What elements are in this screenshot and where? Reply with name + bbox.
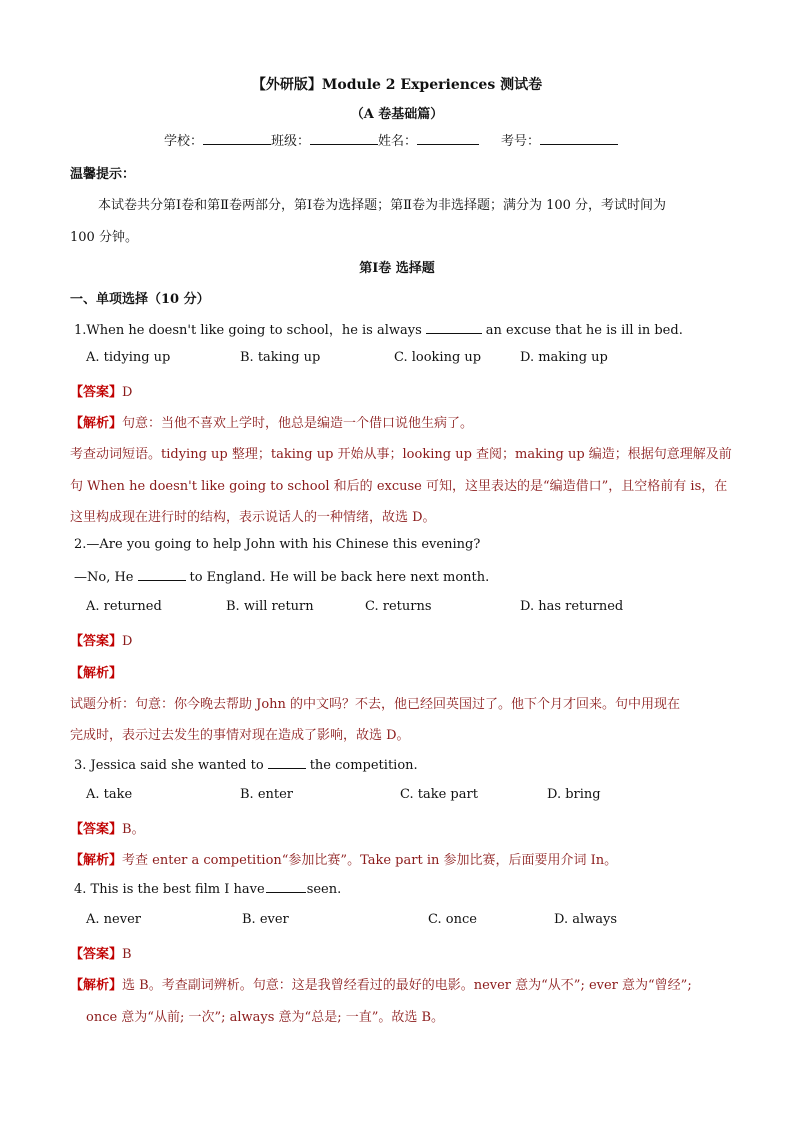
analysis-label: 【解析】 [70,978,123,993]
q4-option-a[interactable]: A. never [86,912,141,927]
q1-option-d[interactable]: D. making up [520,350,608,365]
q1-answer-value: D [122,385,133,400]
q4-blank [266,880,306,893]
q4-stem-end: seen. [306,882,342,897]
q3-option-c[interactable]: C. take part [400,787,478,802]
analysis-label: 【解析】 [70,666,123,681]
q1-stem-start: 1.When he doesn't like going to school，he is always [74,323,422,338]
q3-option-b[interactable]: B. enter [240,787,294,802]
question-2-stem: 2.—Are you going to help John with his Chinese this evening? [74,537,481,552]
q3-option-d[interactable]: D. bring [547,787,601,802]
q1-options [0,350,794,368]
q3-blank [268,756,306,769]
q4-answer-value: B [122,947,132,962]
q4-analysis-1 [70,974,692,993]
q2-analysis-label [70,662,122,681]
q3-options [0,787,794,805]
class-blank[interactable] [310,132,378,145]
question-2-stem-2 [74,568,489,585]
q4-analysis-text-1: 选 B。考查副词辨析。句意：这是我曾经看过的最好的电影。never 意为“从不”; ever 意为“曾经”; [122,978,692,993]
q1-blank [426,321,482,334]
school-label: 学校： [164,134,204,149]
analysis-label: 【解析】 [70,853,123,868]
q2-analysis-1: 试题分析：句意：你今晚去帮助 John 的中文吗？不去，他已经回英国过了。他下个月才回来。句中用现在 [70,697,681,712]
q2-answer-value: D [122,634,133,649]
answer-label: 【答案】 [70,385,123,400]
q4-answer [70,943,132,962]
q1-analysis-2: 考查动词短语。tidying up 整理；taking up 开始从事；looking up 查阅；making up 编造；根据句意理解及前 [70,447,732,462]
q4-analysis-2: once 意为“从前; 一次”; always 意为“总是; 一直”。故选 B。 [86,1010,445,1025]
q3-answer [70,818,145,837]
class-label: 班级： [271,134,311,149]
name-blank[interactable] [417,132,479,145]
page-subtitle: （A 卷基础篇） [350,107,444,122]
section1-title: 一、单项选择（10 分） [70,292,210,307]
q3-answer-value: B。 [122,822,145,837]
school-blank[interactable] [203,132,271,145]
name-label: 姓名： [378,134,418,149]
q2-options [0,599,794,617]
analysis-label: 【解析】 [70,416,123,431]
q1-option-a[interactable]: A. tidying up [86,350,171,365]
q1-option-b[interactable]: B. taking up [240,350,321,365]
q1-option-c[interactable]: C. looking up [394,350,482,365]
q2-answer [70,630,132,649]
question-3-stem [74,756,418,773]
notice-heading: 温馨提示： [70,167,136,182]
q2-blank [138,568,186,581]
answer-label: 【答案】 [70,947,123,962]
exam-no-label: 考号： [501,134,541,149]
question-1-stem [74,319,683,338]
page-title: 【外研版】Module 2 Experiences 测试卷 [251,77,543,93]
q4-option-c[interactable]: C. once [428,912,477,927]
q3-analysis-1 [70,849,617,868]
q1-analysis-1 [70,412,473,431]
notice-line-2: 100 分钟。 [70,230,138,245]
q2-option-c[interactable]: C. returns [365,599,432,614]
q3-analysis-text-1: 考查 enter a competition“参加比赛”。Take part in 参加比赛，后面要用介词 In。 [122,853,618,868]
q4-stem-start: 4. This is the best film I have [74,882,265,897]
q2-option-b[interactable]: B. will return [226,599,314,614]
part1-title: 第Ⅰ卷 选择题 [359,261,435,276]
q1-analysis-3: 句 When he doesn't like going to school 和后的 excuse 可知，这里表达的是“编造借口”，且空格前有 is，在 [70,479,728,494]
q1-analysis-4: 这里构成现在进行时的结构，表示说话人的一种情绪，故选 D。 [70,510,436,525]
q3-stem-start: 3. Jessica said she wanted to [74,758,264,773]
answer-label: 【答案】 [70,822,123,837]
q3-option-a[interactable]: A. take [86,787,133,802]
q1-answer [70,381,132,400]
q2-option-d[interactable]: D. has returned [520,599,624,614]
q2-option-a[interactable]: A. returned [86,599,162,614]
question-4-stem [74,880,341,897]
student-info-row [164,130,618,149]
exam-no-blank[interactable] [540,132,618,145]
q4-options [0,912,794,930]
q2-stem-end: to England. He will be back here next month. [189,570,490,585]
q4-option-d[interactable]: D. always [554,912,618,927]
notice-line-1: 本试卷共分第Ⅰ卷和第Ⅱ卷两部分，第Ⅰ卷为选择题；第Ⅱ卷为非选择题；满分为 100 分，考试时间为 [98,198,667,213]
q2-stem-start: —No, He [74,570,134,585]
answer-label: 【答案】 [70,634,123,649]
q2-analysis-2: 完成时，表示过去发生的事情对现在造成了影响，故选 D。 [70,728,410,743]
q3-stem-end: the competition. [309,758,418,773]
q4-option-b[interactable]: B. ever [242,912,289,927]
q1-analysis-text-1: 句意：当他不喜欢上学时，他总是编造一个借口说他生病了。 [122,416,474,431]
q1-stem-end: an excuse that he is ill in bed. [485,323,683,338]
